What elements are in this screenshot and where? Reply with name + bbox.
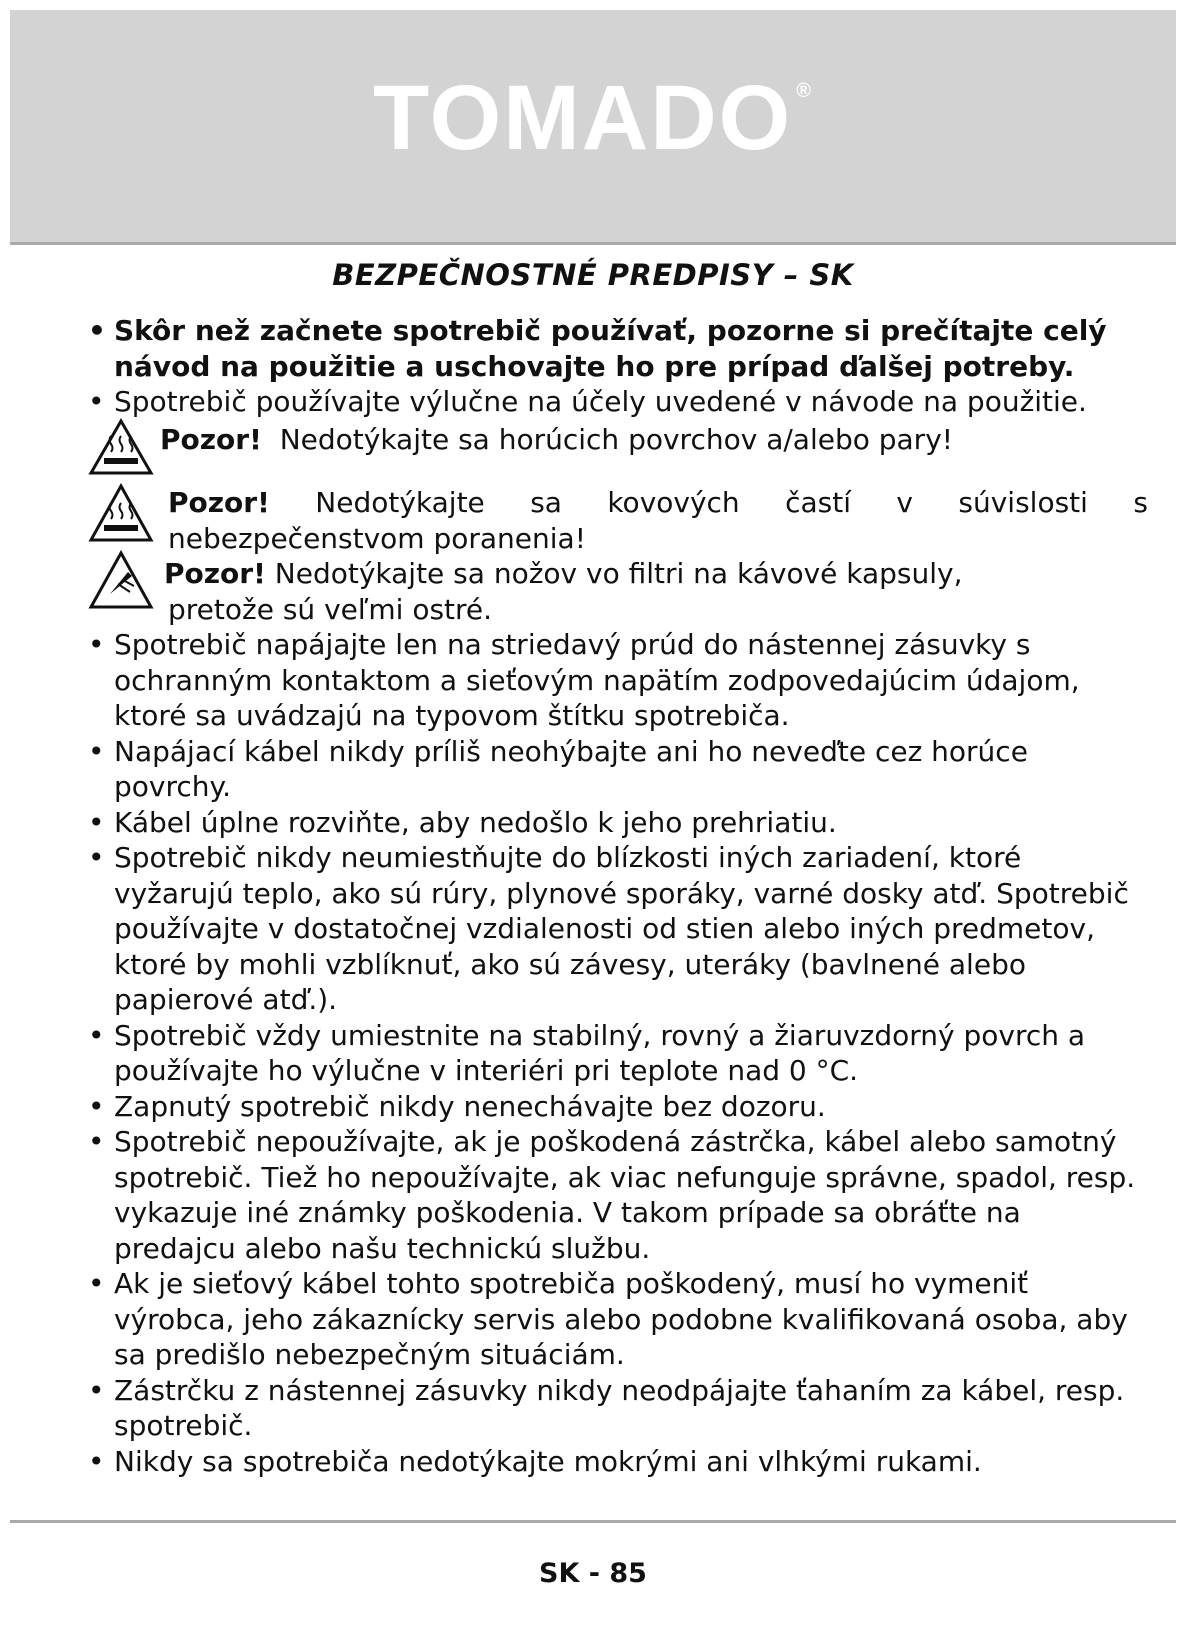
- sharp-blade-warning-icon: [88, 550, 154, 610]
- brand-logo: TOMADO ®: [373, 66, 813, 169]
- warning-metal-parts: Pozor! Nedotýkajte sa kovových častí v súvislosti s nebezpečenstvom poranenia!: [88, 485, 1148, 556]
- instructions-list: [88, 313, 1148, 1479]
- list-item: • Spotrebič nikdy neumiestňujte do blízkosti iných zariadení, ktoré vyžarujú teplo, ako sú rúry, plynové sporáky, varné dosky atď. Spotrebič používajte v dostatočnej vzdialenosti od stien alebo iných predmetov, ktoré by mohli vzblíknuť, ako sú závesy, uteráky (bavlnené alebo papierové atď.).: [88, 841, 1129, 1016]
- hot-surface-warning-icon: [88, 418, 154, 476]
- list-item: • Spotrebič nepoužívajte, ak je poškodená zástrčka, kábel alebo samotný spotrebič. Tiež ho nepoužívajte, ak viac nefunguje správne, spadol, resp. vykazuje iné známky poškodenia. V takom prípade sa obráťte na predajcu alebo našu technickú službu.: [88, 1125, 1136, 1265]
- hot-surface-warning-icon: [88, 483, 154, 543]
- list-item: • Ak je sieťový kábel tohto spotrebiča poškodený, musí ho vymeniť výrobca, jeho zákaznícky servis alebo podobne kvalifikovaná osoba, aby sa predišlo nebezpečným situáciám.: [88, 1267, 1128, 1371]
- warning-hot-surface: Pozor! Nedotýkajte sa horúcich povrchov a/alebo pary!: [88, 422, 1148, 458]
- header-banner: [10, 10, 1176, 245]
- warning-sharp-blades: Pozor! Nedotýkajte sa nožov vo filtri na kávové kapsuly, pretože sú veľmi ostré.: [88, 556, 1148, 627]
- list-item: • Napájací kábel nikdy príliš neohýbajte ani ho neveďte cez horúce povrchy.: [88, 734, 1028, 803]
- page-title: BEZPEČNOSTNÉ PREDPISY – SK: [332, 258, 854, 292]
- list-item: • Nikdy sa spotrebiča nedotýkajte mokrými ani vlhkými rukami.: [88, 1444, 982, 1478]
- footer-divider: [10, 1520, 1176, 1523]
- list-item: • Spotrebič vždy umiestnite na stabilný, rovný a žiaruvzdorný povrch a používajte ho výlučne v interiéri pri teplote nad 0 °C.: [88, 1018, 1086, 1087]
- list-item: • Zapnutý spotrebič nikdy nenechávajte bez dozoru.: [88, 1089, 826, 1123]
- list-item: • Kábel úplne rozviňte, aby nedošlo k jeho prehriatiu.: [88, 805, 837, 839]
- page-number: SK - 85: [539, 1558, 647, 1589]
- list-item: • Spotrebič napájajte len na striedavý prúd do nástennej zásuvky s ochranným kontaktom a sieťovým napätím zodpovedajúcim údajom, ktoré sa uvádzajú na typovom štítku spotrebiča.: [88, 628, 1080, 732]
- list-item: • Zástrčku z nástennej zásuvky nikdy neodpájajte ťahaním za kábel, resp. spotrebič.: [88, 1373, 1125, 1442]
- list-item: • Skôr než začnete spotrebič používať, pozorne si prečítajte celý návod na použitie a uschovajte ho pre prípad ďalšej potreby.: [88, 314, 1107, 383]
- list-item: • Spotrebič používajte výlučne na účely uvedené v návode na použitie.: [88, 385, 1087, 418]
